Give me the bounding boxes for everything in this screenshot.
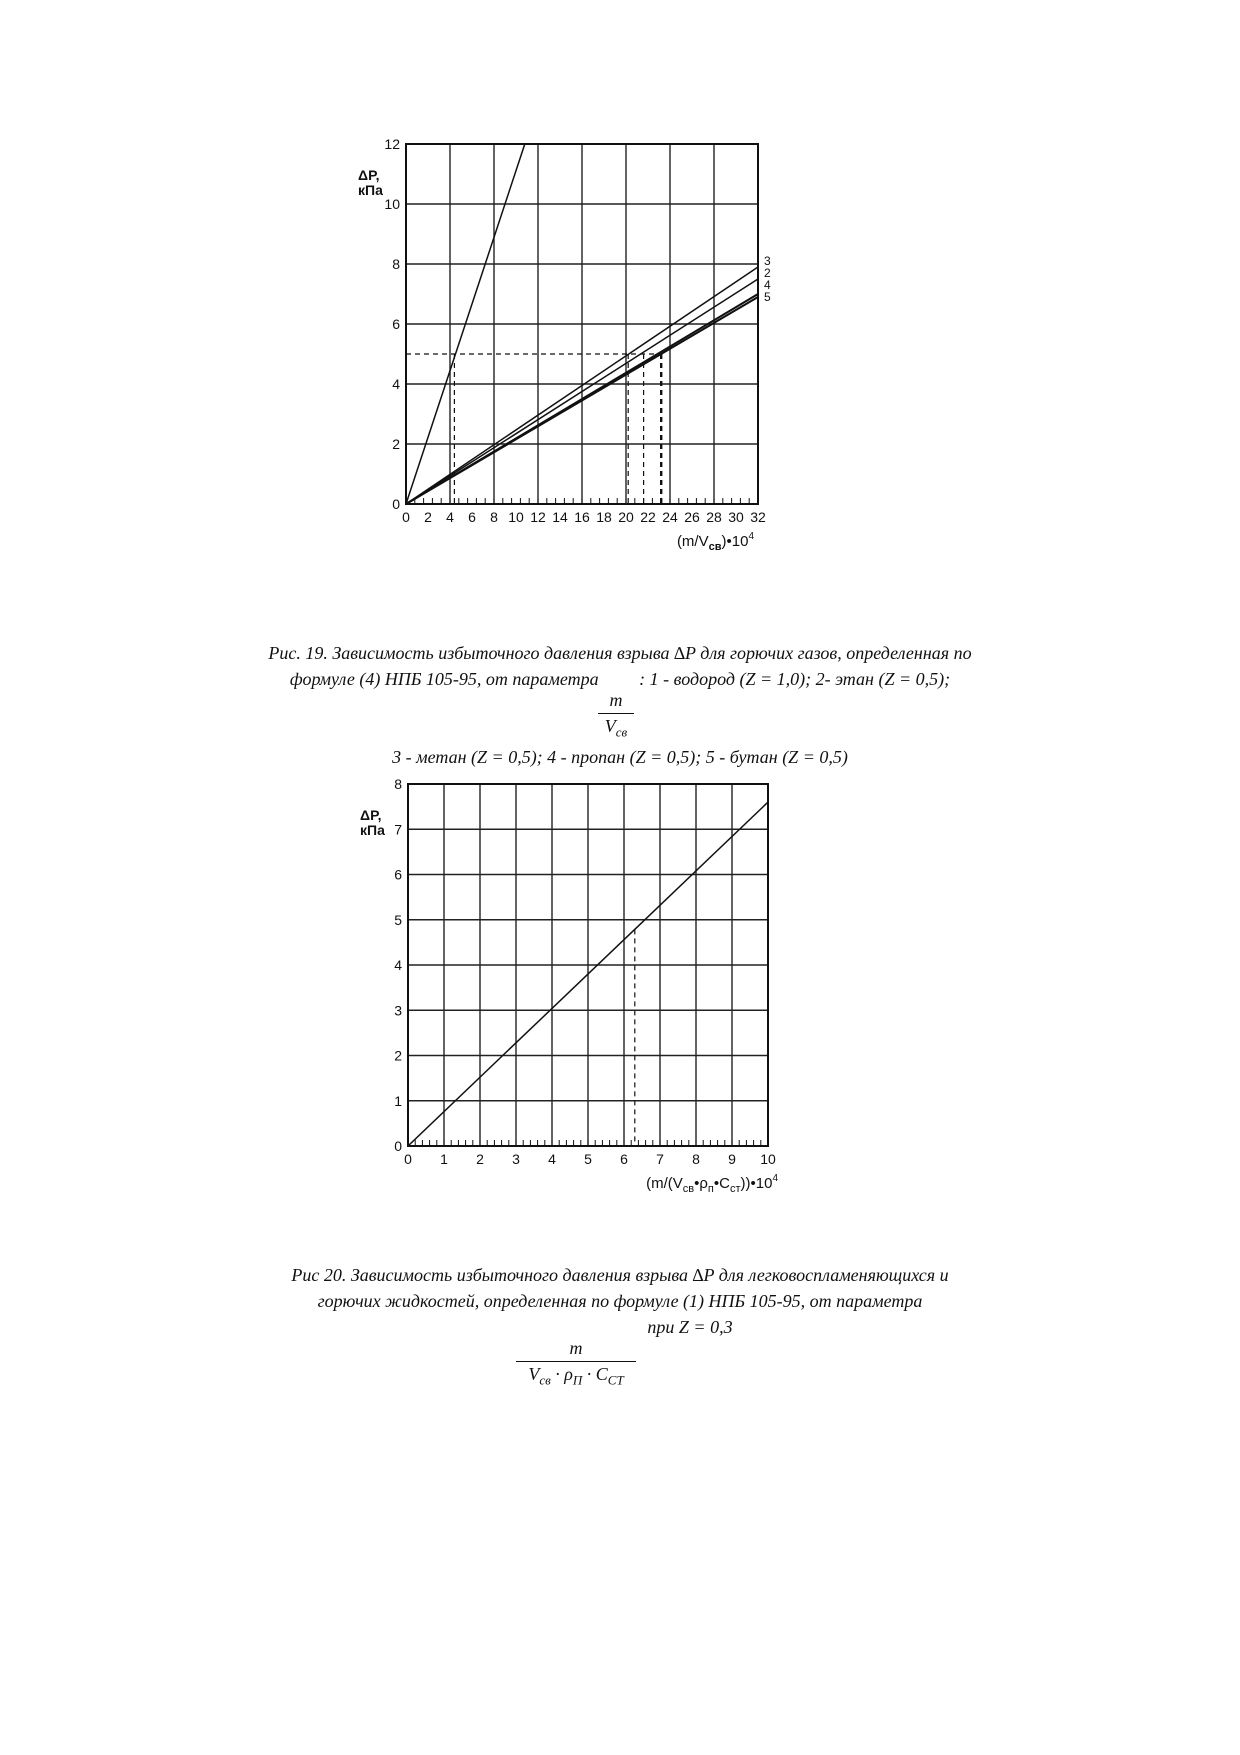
y-tick-label: 10	[384, 196, 400, 212]
chart-fig19	[358, 136, 900, 620]
x-tick-label: 4	[446, 509, 454, 525]
fig20-caption-line2: горючих жидкостей, определенная по формуле (1) НПБ 105-95, от параметра	[317, 1291, 923, 1311]
x-tick-label: 20	[618, 509, 634, 525]
y-tick-label: 8	[394, 776, 402, 792]
x-tick-label: 14	[552, 509, 568, 525]
curve-label-5: 5	[764, 290, 771, 304]
x-tick-label: 9	[728, 1151, 736, 1167]
x-tick-label: 8	[692, 1151, 700, 1167]
x-axis-label: $(m/(V_{св}•\rho_п•C_{ст}))•10^4$	[646, 1173, 778, 1195]
fig20-frac-numerator: m	[516, 1338, 636, 1362]
y-axis-label: ΔP,	[358, 167, 380, 183]
x-tick-label: 8	[490, 509, 498, 525]
fig20-frac-denominator: $V_{св} \cdot \rho_П \cdot C_{CT}$	[528, 1364, 624, 1388]
x-tick-label: 16	[574, 509, 590, 525]
x-tick-label: 6	[620, 1151, 628, 1167]
x-tick-label: 2	[476, 1151, 484, 1167]
curve-label-4: 4	[764, 278, 771, 292]
y-tick-label: 12	[384, 136, 400, 152]
x-tick-label: 22	[640, 509, 656, 525]
y-tick-label: 4	[394, 957, 402, 973]
x-axis-label: $(m/V_{св})•10^4$	[676, 531, 754, 553]
y-tick-label: 6	[392, 316, 400, 332]
fig19-caption-line2: формуле (4) НПБ 105-95, от параметра : 1 - водород (Z = 1,0); 2- этан (Z = 0,5);	[289, 669, 951, 689]
y-tick-label: 4	[392, 376, 400, 392]
fig19-param-fraction	[598, 690, 634, 741]
curve-label-3: 3	[764, 254, 771, 268]
x-tick-label: 30	[728, 509, 744, 525]
x-tick-label: 7	[656, 1151, 664, 1167]
chart-fig20	[360, 776, 900, 1250]
x-tick-label: 3	[512, 1151, 520, 1167]
x-tick-label: 1	[440, 1151, 448, 1167]
fig19-frac-denominator: $V_{св}$	[604, 716, 628, 740]
fig19-caption-line3: 3 - метан (Z = 0,5); 4 - пропан (Z = 0,5); 5 - бутан (Z = 0,5)	[392, 747, 848, 767]
fig20-caption-line3: при Z = 0,3	[647, 1317, 733, 1337]
x-tick-label: 5	[584, 1151, 592, 1167]
y-tick-label: 5	[394, 911, 402, 928]
x-tick-label: 28	[706, 509, 722, 525]
x-tick-label: 18	[596, 509, 612, 525]
y-axis-label: ΔP,	[360, 807, 382, 823]
x-tick-label: 24	[662, 509, 678, 525]
x-tick-label: 26	[684, 509, 700, 525]
x-tick-label: 10	[760, 1151, 776, 1167]
y-tick-label: 3	[394, 1002, 402, 1019]
fig20-caption-line1: Рис 20. Зависимость избыточного давления взрыва ∆P для легковоспламеняющихся и	[291, 1265, 949, 1285]
y-axis-label: кПа	[360, 822, 385, 838]
curve-label-2: 2	[764, 266, 771, 280]
y-tick-label: 7	[394, 821, 402, 838]
x-tick-label: 0	[404, 1151, 412, 1167]
y-tick-label: 2	[392, 436, 400, 452]
x-tick-label: 0	[402, 509, 410, 525]
y-tick-label: 2	[394, 1047, 402, 1064]
y-tick-label: 0	[392, 496, 400, 512]
y-tick-label: 8	[392, 256, 400, 272]
fig19-caption-line1: Рис. 19. Зависимость избыточного давления взрыва ∆P для горючих газов, определенная по	[268, 643, 972, 663]
y-tick-label: 0	[394, 1138, 402, 1154]
fig19-frac-numerator: m	[598, 690, 634, 714]
x-tick-label: 10	[508, 509, 524, 525]
y-axis-label: кПа	[358, 182, 383, 198]
x-tick-label: 32	[750, 509, 766, 525]
x-tick-label: 2	[424, 509, 432, 525]
y-tick-label: 6	[394, 866, 402, 883]
x-tick-label: 12	[530, 509, 546, 525]
y-tick-label: 1	[394, 1092, 402, 1109]
x-tick-label: 6	[468, 509, 476, 525]
fig20-param-fraction	[516, 1338, 636, 1389]
x-tick-label: 4	[548, 1151, 556, 1167]
